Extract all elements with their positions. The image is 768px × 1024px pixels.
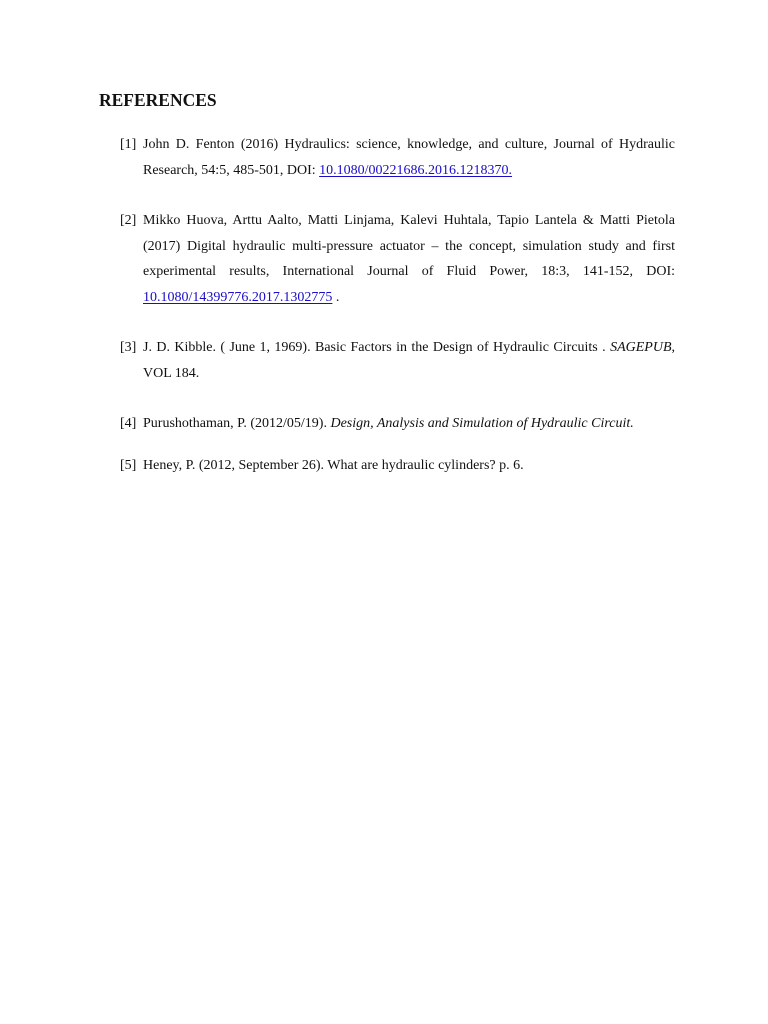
reference-title: Design, Analysis and Simulation of Hydraulic Circuit. — [330, 416, 634, 431]
reference-body — [143, 208, 675, 310]
doi-link[interactable]: 10.1080/14399776.2017.1302775 — [143, 289, 333, 305]
reference-item-2 — [120, 208, 675, 310]
reference-text: J. D. Kibble. ( June 1, 1969). Basic Factors in the Design of Hydraulic Circuits . — [143, 340, 611, 355]
reference-body — [143, 132, 675, 183]
reference-text-after: , VOL 184. — [143, 340, 675, 381]
reference-body — [143, 453, 675, 479]
reference-list — [120, 132, 675, 478]
reference-publisher: SAGEPUB — [610, 340, 672, 355]
reference-number: [5] — [120, 457, 137, 473]
reference-text: John D. Fenton (2016) Hydraulics: science, knowledge, and culture, Journal of Hydraulic Research, 54:5, 485-501, DOI: — [143, 137, 675, 178]
reference-text: Purushothaman, P. (2012/05/19). — [143, 416, 331, 431]
reference-text: Heney, P. (2012, September 26). What are hydraulic cylinders? p. 6. — [143, 457, 524, 473]
doi-link[interactable]: 10.1080/00221686.2016.1218370. — [319, 162, 513, 178]
reference-item-4 — [120, 411, 675, 437]
reference-text: Mikko Huova, Arttu Aalto, Matti Linjama, Kalevi Huhtala, Tapio Lantela & Matti Pietola (2017) Digital hydraulic multi-pressure actuator – the concept, simulation study and first experimental results, International Journal of Fluid Power, 18:3, 141-152, DOI: — [143, 213, 675, 279]
reference-item-1 — [120, 132, 675, 183]
reference-text-after: . — [332, 289, 340, 305]
reference-item-5 — [120, 453, 675, 479]
reference-number: [1] — [120, 137, 137, 152]
reference-body — [143, 335, 675, 386]
reference-number: [4] — [120, 416, 137, 431]
reference-number: [2] — [120, 213, 137, 228]
reference-body — [143, 411, 675, 437]
reference-number: [3] — [120, 340, 137, 355]
references-heading: REFERENCES — [99, 90, 217, 110]
reference-item-3 — [120, 335, 675, 386]
